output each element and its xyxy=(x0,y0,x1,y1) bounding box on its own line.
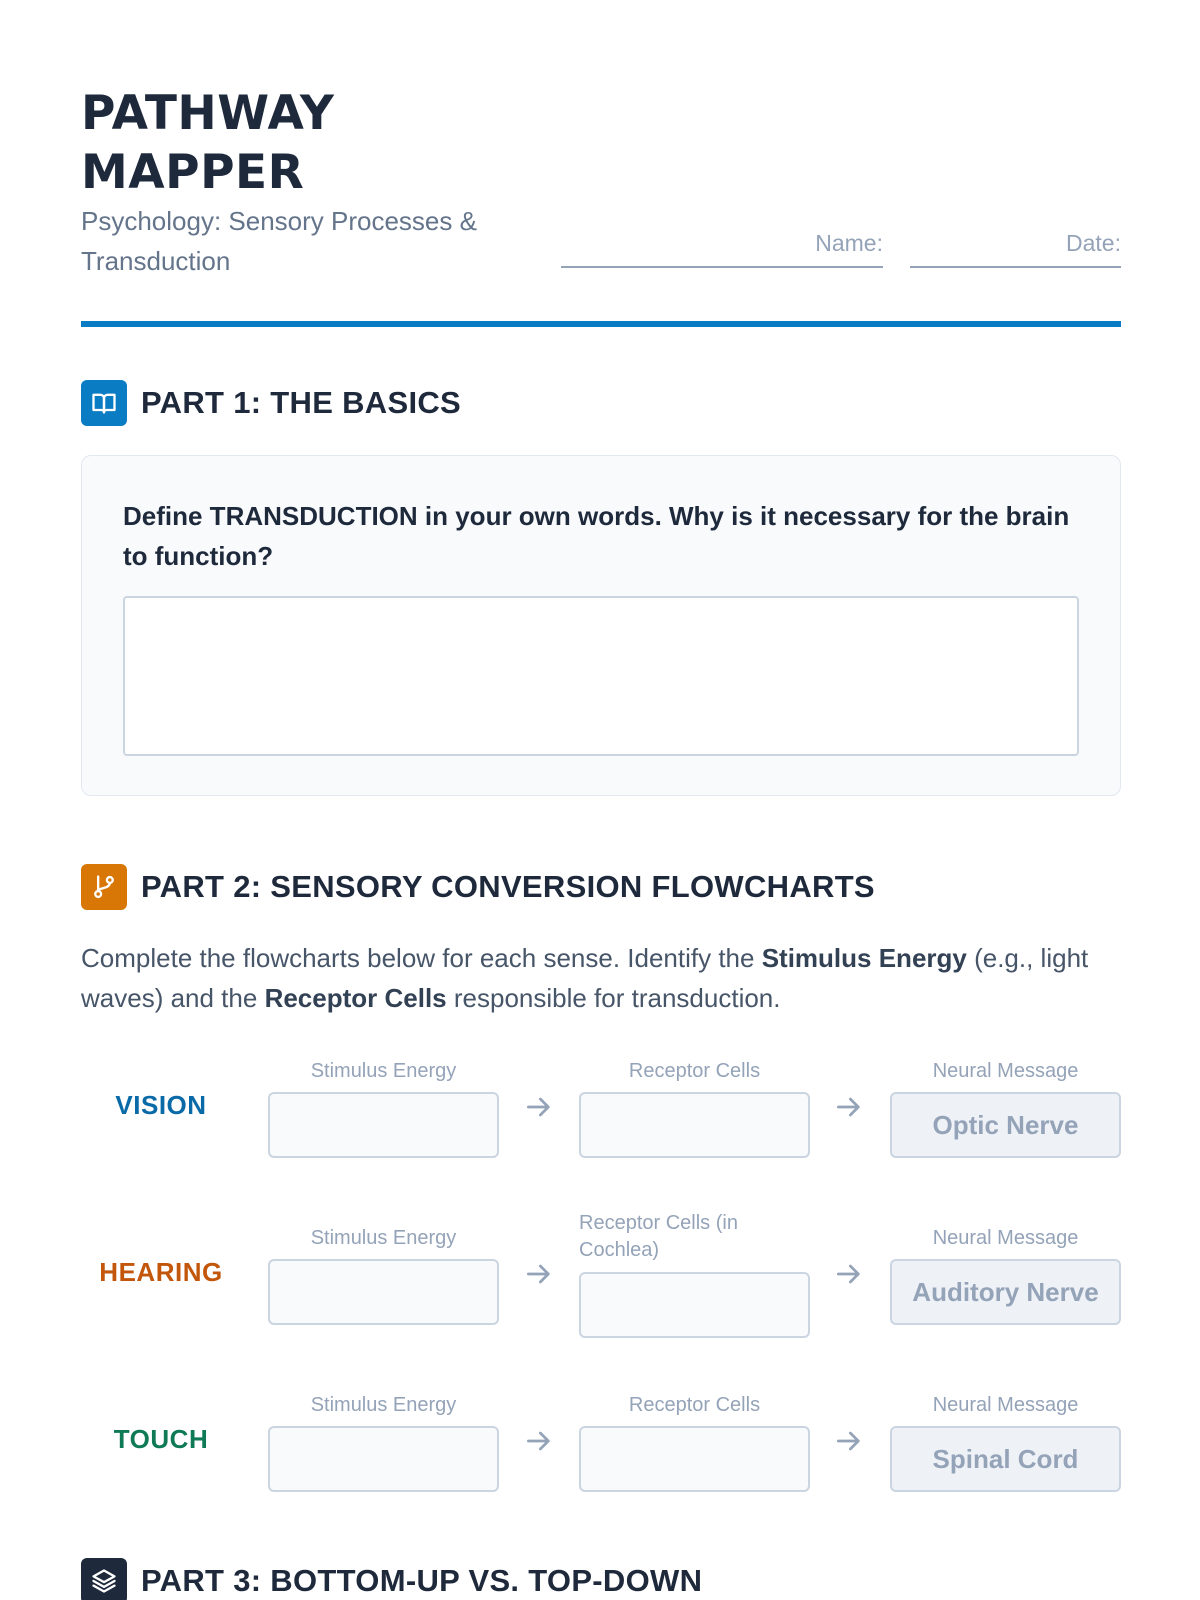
sense-label: HEARING xyxy=(99,1257,223,1287)
layers-icon xyxy=(81,1558,127,1600)
git-branch-icon xyxy=(81,864,127,910)
arrow-right-icon xyxy=(523,1258,555,1290)
page-subtitle: Psychology: Sensory Processes & Transduction xyxy=(81,206,477,276)
receptor-input[interactable] xyxy=(579,1092,810,1158)
neural-message-box: Auditory Nerve xyxy=(890,1259,1121,1325)
flow-row-touch xyxy=(81,1389,1121,1489)
part1-title: PART 1: THE BASICS xyxy=(141,385,462,420)
part1-card xyxy=(81,455,1121,796)
part2-heading xyxy=(81,864,875,910)
receptor-label: Receptor Cells xyxy=(628,1394,761,1416)
instructions-text-3: responsible for transduction. xyxy=(446,983,781,1013)
neural-label: Neural Message xyxy=(932,1060,1079,1082)
receptor-input[interactable] xyxy=(579,1426,810,1492)
instructions-bold-2: Receptor Cells xyxy=(264,983,447,1013)
part3-heading xyxy=(81,1558,702,1600)
receptor-label: Receptor Cells xyxy=(628,1060,761,1082)
book-icon xyxy=(81,380,127,426)
stimulus-label: Stimulus Energy xyxy=(310,1394,457,1416)
stimulus-input[interactable] xyxy=(268,1259,499,1325)
stimulus-input[interactable] xyxy=(268,1426,499,1492)
name-label: Name: xyxy=(815,230,883,256)
arrow-right-icon xyxy=(833,1091,865,1123)
header-divider xyxy=(81,321,1121,327)
transduction-answer-box[interactable] xyxy=(123,596,1079,756)
instructions-text-2: (e.g., light waves) and the xyxy=(81,943,1089,1013)
part2-title: PART 2: SENSORY CONVERSION FLOWCHARTS xyxy=(141,869,875,904)
stimulus-label: Stimulus Energy xyxy=(310,1060,457,1082)
stimulus-input[interactable] xyxy=(268,1092,499,1158)
part3-title: PART 3: BOTTOM-UP VS. TOP-DOWN xyxy=(141,1563,703,1598)
sense-label: VISION xyxy=(115,1090,207,1120)
title-line-1: PATHWAY xyxy=(81,86,335,141)
part1-heading xyxy=(81,380,461,426)
date-label: Date: xyxy=(1066,230,1121,256)
arrow-right-icon xyxy=(523,1425,555,1457)
name-field[interactable] xyxy=(561,224,883,268)
worksheet-header xyxy=(81,84,1121,284)
neural-label: Neural Message xyxy=(932,1227,1079,1249)
neural-label: Neural Message xyxy=(932,1394,1079,1416)
instructions-text-1: Complete the flowcharts below for each sense. Identify the xyxy=(81,943,762,973)
page-title xyxy=(81,84,411,202)
arrow-right-icon xyxy=(833,1258,865,1290)
flow-row-vision xyxy=(81,1055,1121,1155)
receptor-label: Receptor Cells (in Cochlea) xyxy=(579,1212,738,1261)
arrow-right-icon xyxy=(523,1091,555,1123)
sense-label: TOUCH xyxy=(113,1424,209,1454)
date-field[interactable] xyxy=(910,224,1121,268)
neural-message-box: Optic Nerve xyxy=(890,1092,1121,1158)
stimulus-label: Stimulus Energy xyxy=(310,1227,457,1249)
flow-row-hearing xyxy=(81,1212,1121,1322)
instructions-bold-1: Stimulus Energy xyxy=(761,943,967,973)
title-line-2: MAPPER xyxy=(81,145,305,200)
receptor-input[interactable] xyxy=(579,1272,810,1338)
neural-message-box: Spinal Cord xyxy=(890,1426,1121,1492)
part1-question: Define TRANSDUCTION in your own words. Why is it necessary for the brain to function? xyxy=(123,501,1070,571)
part2-instructions xyxy=(81,938,1126,1018)
arrow-right-icon xyxy=(833,1425,865,1457)
